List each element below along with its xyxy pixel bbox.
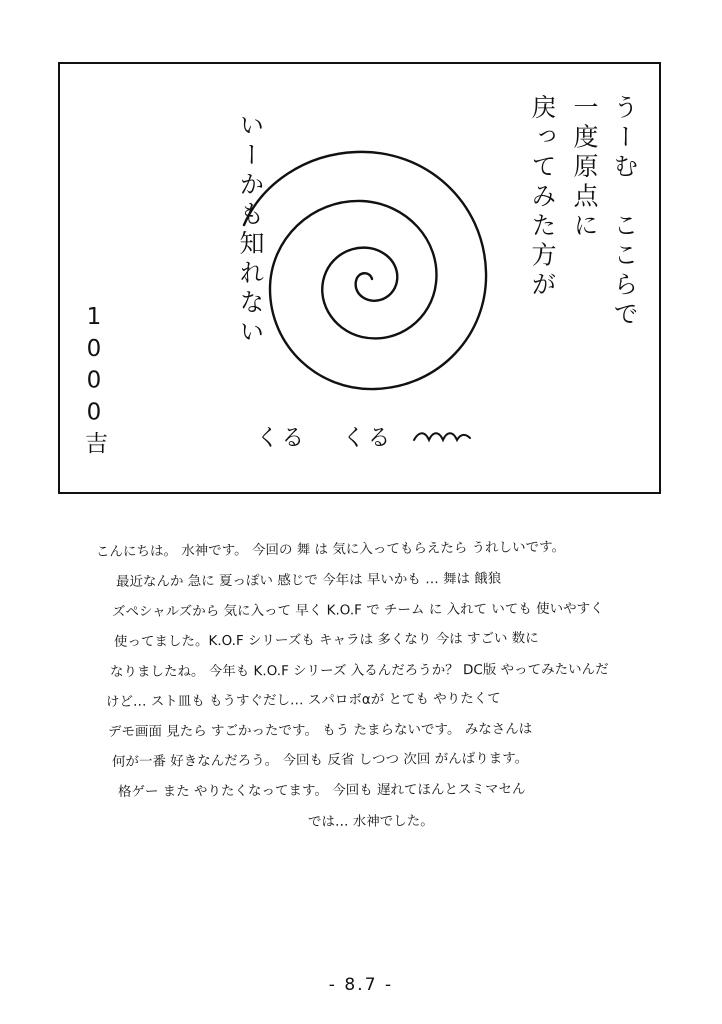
afterword-line-text: こんにちは。 水神です。 今回の 舞 は 気に入ってもらえたら うれしいです。 xyxy=(95,539,566,560)
afterword-line xyxy=(78,740,648,770)
sound-effect-second: くる xyxy=(342,425,393,451)
sound-effect-text xyxy=(256,419,472,452)
afterword-line-text: デモ画面 見たら すごかったです。 もう たまらないです。 みなさんは xyxy=(107,721,533,740)
afterword-line xyxy=(78,680,648,710)
afterword-line xyxy=(78,770,648,800)
afterword-line-text: 格ゲー また やりたくなってます。 今回も 遅れてほんとスミマセん xyxy=(117,781,526,800)
sound-effect-first: くる xyxy=(256,425,307,451)
afterword-line xyxy=(78,620,648,650)
afterword-line xyxy=(78,710,648,740)
afterword-line xyxy=(78,590,648,620)
afterword-line-text: では… 水神でした。 xyxy=(307,813,434,830)
afterword-line-text: けど… スト皿も もうすぐだし… スパロボαが とても やりたくて xyxy=(105,690,501,710)
afterword-line-text: 使ってました。K.O.F シリーズも キャラは 多くなり 今は すごい 数に xyxy=(113,630,539,650)
spiral-doodle-icon xyxy=(220,139,520,429)
illustration-panel xyxy=(58,62,661,494)
panel-text-column-1: うーむ ここらで xyxy=(610,94,639,330)
afterword-line-text: ズペシャルズから 気に入って 早く K.O.F で チーム に 入れて いても 使いやすく xyxy=(111,600,604,620)
afterword-line xyxy=(78,650,648,680)
panel-text-column-3: 戻ってみた方が xyxy=(528,94,557,301)
afterword-line-text: 最近なんか 急に 夏っぽい 感じで 今年は 早いかも … 舞は 餓狼 xyxy=(115,570,502,590)
afterword-line xyxy=(78,800,648,830)
afterword-line xyxy=(78,560,648,590)
afterword-line-text: なりましたね。 今年も K.O.F シリーズ 入るんだろうか？ DC版 やってみたいんだ xyxy=(109,661,609,680)
panel-text-column-5: 1000吉 xyxy=(81,304,107,460)
panel-text-column-4: いーかも知れない xyxy=(236,112,265,348)
afterword-line xyxy=(78,530,648,560)
afterword-text-block xyxy=(78,530,648,830)
panel-text-column-2: 一度原点に xyxy=(570,94,599,242)
squiggle-icon xyxy=(412,426,472,452)
page-number: - 8.7 - xyxy=(328,975,394,995)
afterword-line-text: 何が一番 好きなんだろう。 今回も 反省 しつつ 次回 がんばります。 xyxy=(111,750,529,770)
